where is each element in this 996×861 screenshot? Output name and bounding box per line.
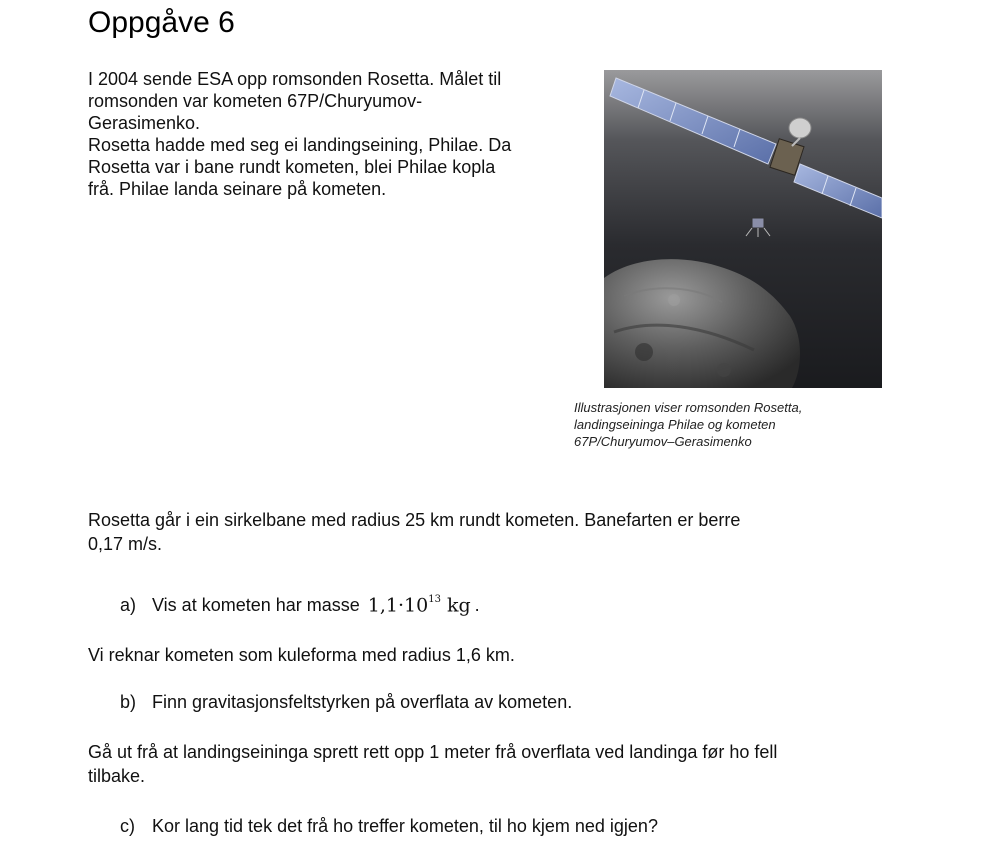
- comet-mass-formula: [368, 590, 471, 617]
- bounce-line: Gå ut frå at landingseininga sprett rett opp 1 meter frå overflata ved landinga før ho fell: [88, 742, 778, 762]
- intro-line: romsonden var kometen 67P/Churyumov-: [88, 91, 423, 111]
- rosetta-illustration-svg: [604, 70, 882, 388]
- intro-line: frå. Philae landa seinare på kometen.: [88, 179, 387, 199]
- task-a: [120, 590, 480, 617]
- comet-shape: [604, 259, 800, 388]
- page-title: Oppgåve 6: [88, 6, 235, 39]
- task-a-text: Vis at kometen har masse: [152, 595, 360, 616]
- orbit-line: 0,17 m/s.: [88, 534, 163, 554]
- task-b: [120, 690, 572, 714]
- philae-lander: [746, 218, 770, 237]
- task-c-text: Kor lang tid tek det frå ho treffer kometen, til ho kjem ned igjen?: [152, 816, 658, 836]
- task-c: [120, 814, 658, 838]
- rosetta-illustration: [604, 70, 882, 388]
- intro-line: Rosetta hadde med seg ei landingseining, Philae. Da: [88, 135, 512, 155]
- intro-text: [88, 68, 578, 200]
- figure-caption: [574, 399, 874, 450]
- radius-paragraph: Vi reknar kometen som kuleforma med radius 1,6 km.: [88, 645, 515, 665]
- caption-line: Illustrasjonen viser romsonden Rosetta,: [574, 400, 803, 415]
- bounce-paragraph: [88, 740, 777, 788]
- solar-panel-right: [794, 164, 882, 218]
- bounce-line: tilbake.: [88, 766, 146, 786]
- intro-line: I 2004 sende ESA opp romsonden Rosetta. Målet til: [88, 69, 502, 89]
- caption-line: landingseininga Philae og kometen: [574, 417, 776, 432]
- mass-exponent: 13: [428, 594, 441, 605]
- caption-line: 67P/Churyumov–Gerasimenko: [574, 434, 752, 449]
- mass-base: 1,1·10: [367, 594, 429, 617]
- orbit-paragraph: [88, 508, 740, 556]
- task-c-label: c): [120, 816, 135, 836]
- orbit-line: Rosetta går i ein sirkelbane med radius 25 km rundt kometen. Banefarten er berre: [88, 510, 741, 530]
- intro-line: Gerasimenko.: [88, 113, 201, 133]
- task-b-label: b): [120, 692, 137, 712]
- task-a-tail: .: [474, 595, 480, 616]
- task-a-label: a): [120, 595, 137, 616]
- solar-panel-left: [610, 78, 776, 164]
- intro-line: Rosetta var i bane rundt kometen, blei Philae kopla: [88, 157, 496, 177]
- mass-unit: kg: [440, 594, 471, 617]
- task-b-text: Finn gravitasjonsfeltstyrken på overflata av kometen.: [152, 692, 573, 712]
